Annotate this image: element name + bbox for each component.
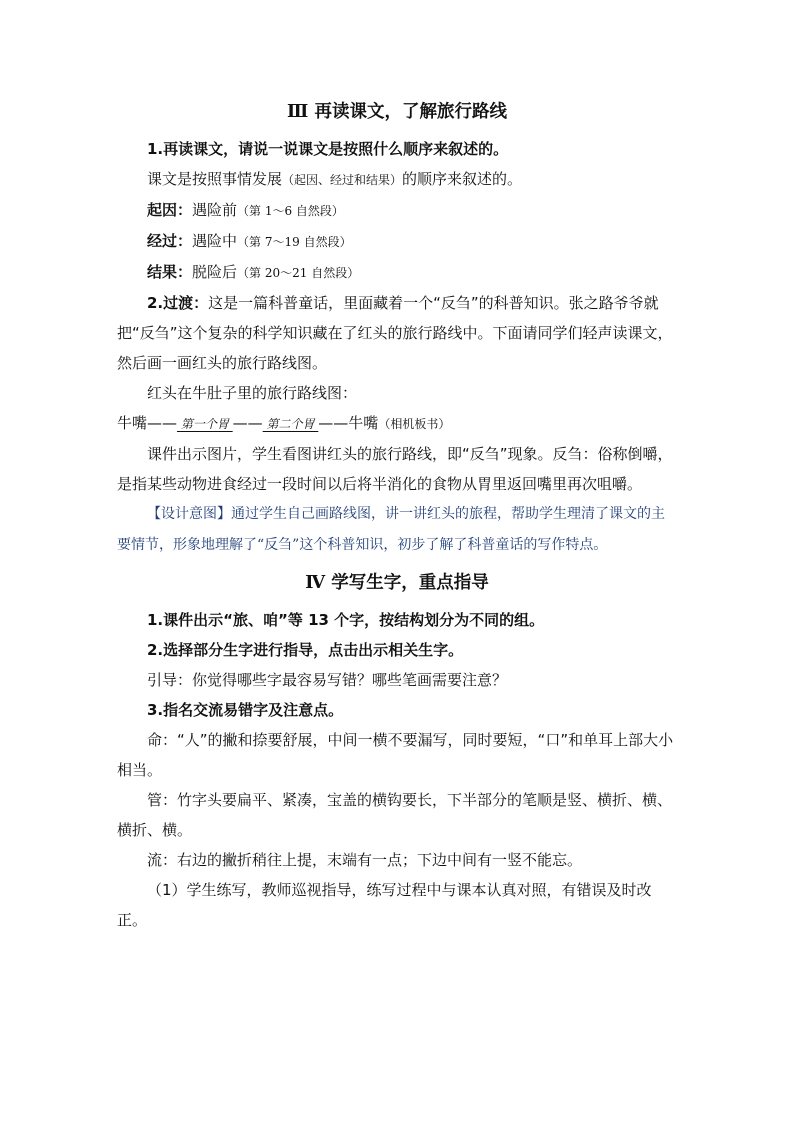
result-line — [117, 257, 677, 288]
process-label: 经过： — [147, 232, 193, 250]
cause-note: （第 1～6 自然段） — [237, 204, 344, 218]
cause-label: 起因： — [147, 201, 193, 219]
cause-line — [117, 195, 677, 226]
char-liu: 流：右边的撇折稍往上提，末端有一点；下边中间有一竖不能忘。 — [147, 851, 583, 869]
process-line — [117, 226, 677, 257]
section-4-title: Ⅳ 学写生字，重点指导 — [305, 573, 489, 593]
order-note: （起因、经过和结果） — [282, 173, 403, 187]
order-answer — [117, 164, 677, 195]
process-note: （第 7～19 自然段） — [237, 235, 352, 249]
result-label: 结果： — [147, 263, 193, 281]
question-1: 1.再读课文，请说一说课文是按照什么顺序来叙述的。 — [147, 140, 509, 158]
route-title: 红头在牛肚子里的旅行路线图： — [147, 384, 358, 402]
guide-line: 引导：你觉得哪些字最容易写错？哪些笔画需要注意？ — [147, 671, 508, 689]
route-line — [117, 408, 677, 439]
item-3: 3.指名交流易错字及注意点。 — [147, 701, 344, 719]
transition-text: 这是一篇科普童话，里面藏着一个“反刍”的科普知识。张之路爷爷就把“反刍”这个复杂的科学知识藏在了红头的旅行路线中。下面请同学们轻声读课文，然后画一画红头的旅行路线图。 — [117, 294, 673, 372]
order-lead: 课文是按照事情发展 — [147, 170, 283, 188]
cause-text: 遇险前 — [192, 201, 238, 219]
order-tail: 的顺序来叙述的。 — [402, 170, 523, 188]
route-start: 牛嘴—— — [117, 414, 178, 432]
section-3-title: Ⅲ 再读课文，了解旅行路线 — [287, 102, 507, 122]
char-ming: 命：“人”的撇和捺要舒展，中间一横不要漏写，同时要短，“口”和单耳上部大小相当。 — [117, 731, 674, 779]
document-page — [117, 100, 677, 935]
process-text: 遇险中 — [192, 232, 238, 250]
route-blank-2: 第二个胃 — [262, 417, 319, 431]
route-end: ——牛嘴 — [318, 414, 379, 432]
route-dash: —— — [232, 414, 263, 432]
transition-label: 2.过渡： — [147, 294, 209, 312]
transition-paragraph — [117, 288, 677, 378]
explain-paragraph: 课件出示图片，学生看图讲红头的旅行路线，即“反刍”现象。反刍：俗称倒嚼，是指某些动物进食经过一段时间以后将半消化的食物从胃里返回嘴里再次咀嚼。 — [117, 445, 673, 493]
item-2: 2.选择部分生字进行指导，点击出示相关生字。 — [147, 641, 464, 659]
route-note: （相机板书） — [378, 417, 451, 431]
result-text: 脱险后 — [192, 263, 238, 281]
practice-line: （1）学生练写，教师巡视指导，练写过程中与课本认真对照，有错误及时改正。 — [117, 881, 652, 929]
result-note: （第 20～21 自然段） — [237, 266, 360, 280]
design-intent: 【设计意图】通过学生自己画路线图，讲一讲红头的旅程，帮助学生理清了课文的主要情节，形象地理解了“反刍”这个科普知识，初步了解了科普童话的写作特点。 — [117, 506, 665, 553]
item-1: 1.课件出示“旅、咱”等 13 个字，按结构划分为不同的组。 — [147, 611, 545, 629]
char-guan: 管：竹字头要扁平、紧凑，宝盖的横钩要长，下半部分的笔顺是竖、横折、横、横折、横。 — [117, 791, 673, 839]
route-blank-1: 第一个胃 — [177, 417, 233, 431]
